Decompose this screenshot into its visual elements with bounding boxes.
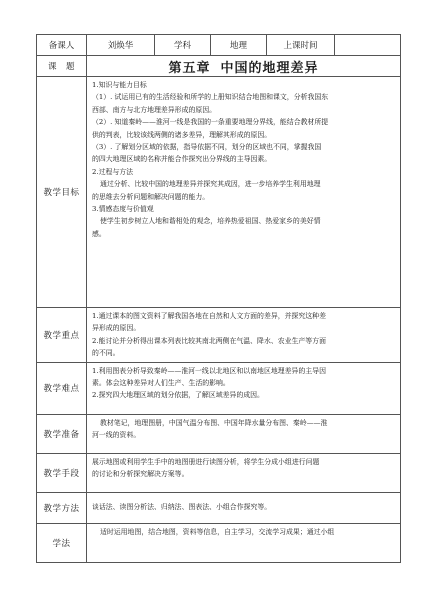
lesson-plan-page	[36, 34, 400, 563]
means-content	[87, 453, 401, 492]
class-time-value	[335, 35, 401, 56]
difficult-point-line: 素。体会这种差异对人们生产、生活的影响。	[92, 379, 230, 388]
header-row	[37, 35, 401, 56]
goal-line: 使学生初步树立人地和谐相处的观念，培养热爱祖国、热爱家乡的美好情	[100, 217, 321, 226]
key-point-line: 1.通过课本的图文资料了解我国各地在自然和人文方面的差异，并探究这种差	[92, 312, 326, 320]
key-point-line: 异形成的原因。	[92, 324, 141, 333]
goal-line: 的思维去分析问题和解决问题的能力。	[92, 192, 210, 201]
goal-line: （3）. 了解划分区域的依据，指导依据不同，划分的区域也不同，掌握我国	[92, 143, 322, 152]
subject-value: 地理	[211, 35, 267, 56]
goal-line: 感。	[92, 229, 106, 238]
preparation-row	[37, 414, 401, 453]
preparation-line: 河一线的资料。	[92, 431, 141, 440]
means-line: 展示地图或利用学生手中的地图册进行读图分析，将学生分成小组进行问题	[92, 457, 320, 466]
goal-line: 2.过程与方法	[92, 167, 134, 176]
methods-label: 教学方法	[37, 492, 87, 523]
key-points-content	[87, 308, 401, 363]
goal-line: 西部、南方与北方地理差异形成的原因。	[92, 105, 217, 114]
study-content	[87, 523, 401, 562]
goal-line: 供的判表，比较该线两侧的诸多差异，理解其形成的原因。	[92, 130, 272, 139]
preparer-name: 刘焕华	[87, 35, 155, 56]
preparation-line: 教材笔记，地理图册，中国气温分布图、中国年降水量分布图、秦岭——淮	[100, 418, 328, 427]
key-point-line: 2.能讨论并分析得出课本列表比较其南北两侧在气温、降水、农业生产等方面	[92, 336, 326, 345]
methods-line: 谈话法、读图分析法、归纳法、图表法、小组合作探究等。	[92, 503, 272, 512]
chapter-title: 中国的地理差异	[220, 60, 319, 76]
key-points-label: 教学重点	[37, 308, 87, 363]
methods-row	[37, 492, 401, 523]
chapter-number: 第五章	[168, 60, 211, 76]
lesson-plan-table	[36, 34, 401, 563]
study-label: 学法	[37, 523, 87, 562]
goal-line: 通过分析、比较中国的地理差异并探究其成因，进一步培养学生利用地理	[100, 180, 321, 189]
goals-content	[87, 77, 401, 308]
methods-content	[87, 492, 401, 523]
means-label: 教学手段	[37, 453, 87, 492]
goal-line: 3.情感态度与价值观	[92, 205, 154, 214]
goal-line: 1.知识与能力目标	[92, 81, 147, 89]
difficult-points-content	[87, 362, 401, 414]
subject-label: 学科	[155, 35, 211, 56]
means-line: 的讨论和分析探究解决方案等。	[92, 470, 189, 479]
key-points-row	[37, 308, 401, 363]
goal-line: 的四大地理区域的名称并能合作探究出分界线的主导因素。	[92, 155, 272, 164]
difficult-point-line: 1.利用图表分析导致秦岭——淮河一线以北地区和以南地区地理差异的主导因	[92, 366, 326, 375]
difficult-points-row	[37, 362, 401, 414]
goal-line: （2）. 知道秦岭——淮河一线是我国的一条重要地理分界线，能结合教材所提	[92, 118, 329, 127]
goal-line: （1）. 试运用已有的生活经验和所学的上册知识结合地图和课文，分析我国东	[92, 93, 329, 102]
preparer-label: 备课人	[37, 35, 87, 56]
preparation-label: 教学准备	[37, 414, 87, 453]
preparation-content	[87, 414, 401, 453]
study-row	[37, 523, 401, 562]
goals-row	[37, 77, 401, 308]
difficult-points-label: 教学难点	[37, 362, 87, 414]
goals-label: 教学目标	[37, 77, 87, 308]
topic-row	[37, 56, 401, 77]
topic-title-cell	[87, 56, 401, 77]
key-point-line: 的不同。	[92, 349, 120, 358]
study-line: 适时运用地图，结合地图，资料等信息，自主学习，交流学习成果；通过小组	[100, 527, 335, 536]
class-time-label: 上课时间	[267, 35, 335, 56]
topic-label: 课 题	[37, 56, 87, 77]
difficult-point-line: 2.探究四大地理区域的划分依据，了解区域差异的成因。	[92, 391, 264, 400]
means-row	[37, 453, 401, 492]
